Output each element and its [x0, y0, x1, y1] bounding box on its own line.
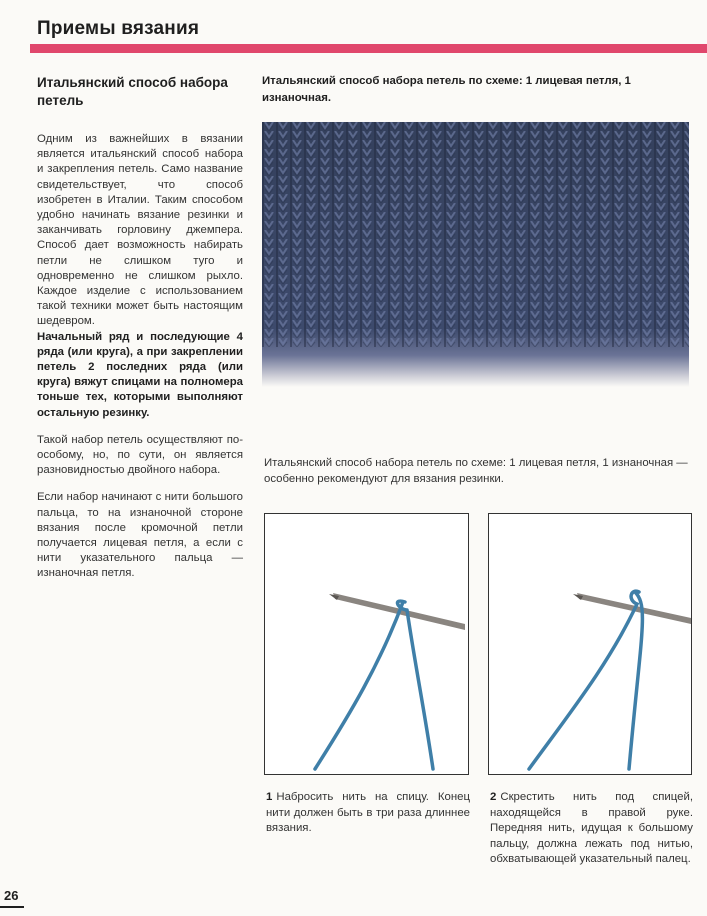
photo-caption-top: Итальянский способ набора петель по схеме: 1 лицевая петля, 1 изнаночная. [262, 75, 631, 104]
step-1-caption [266, 790, 470, 837]
page-number-rule [0, 906, 24, 908]
header-title: Приемы вязания [37, 18, 200, 39]
step-2-text: Скрестить нить под спицей, находящейся в правой руке. Передняя нить, идущая к большому пальцу, должна лежать под нитью, обхватывающей указательный палец. [490, 791, 693, 866]
step-1-text: Набросить нить на спицу. Конец нити должен быть в три раза длиннее вязания. [266, 791, 470, 835]
paragraph-intro: Одним из важнейших в вязании является итальянский способ набора и закрепления петель. Само название свидетельствует, что способ изобретен в Италии. Таким способом удобно начинать вязание резинки и заканчивать горловину джемпера. Способ дает возможность набирать петли не слишком туго и одновременно не слишком рыхло. Каждое изделие с использованием такой техники может быть настоящим шедевром. [37, 133, 243, 328]
paragraph-finger-note: Если набор начинают с нити большого пальца, то на изнаночной стороне вязания после кромочной петли получается лицевая петля, а если с нити указательного пальца — изнаночная петля. [37, 491, 243, 580]
page-number: 26 [4, 888, 19, 903]
left-column [37, 74, 243, 594]
yarn-strand [529, 591, 639, 769]
paragraph-rows-note: Начальный ряд и последующие 4 ряда (или круга), а при закреплении петель 2 последних ряда (или круга) вяжут спицами на полномера тоньше тех, которыми выполняют остальную резинку. [37, 330, 243, 419]
step-1-number: 1 [266, 791, 273, 803]
paragraph-double-cast: Такой набор петель осуществляют по-особому, но, по сути, он является разновидностью двойного набора. [37, 433, 243, 477]
step-2-number: 2 [490, 791, 497, 803]
photo-caption-bottom: Итальянский способ набора петель по схеме: 1 лицевая петля, 1 изнаночная — особенно рекомендуют для вязания резинки. [264, 457, 688, 485]
knit-rib-photo [262, 122, 689, 387]
step-1-illustration [264, 513, 469, 775]
step-2-illustration [488, 513, 692, 775]
yarn-strand [315, 601, 406, 769]
header-rule [30, 44, 707, 53]
section-title: Итальянский способ набора петель [37, 75, 228, 108]
step-2-caption [490, 790, 693, 868]
